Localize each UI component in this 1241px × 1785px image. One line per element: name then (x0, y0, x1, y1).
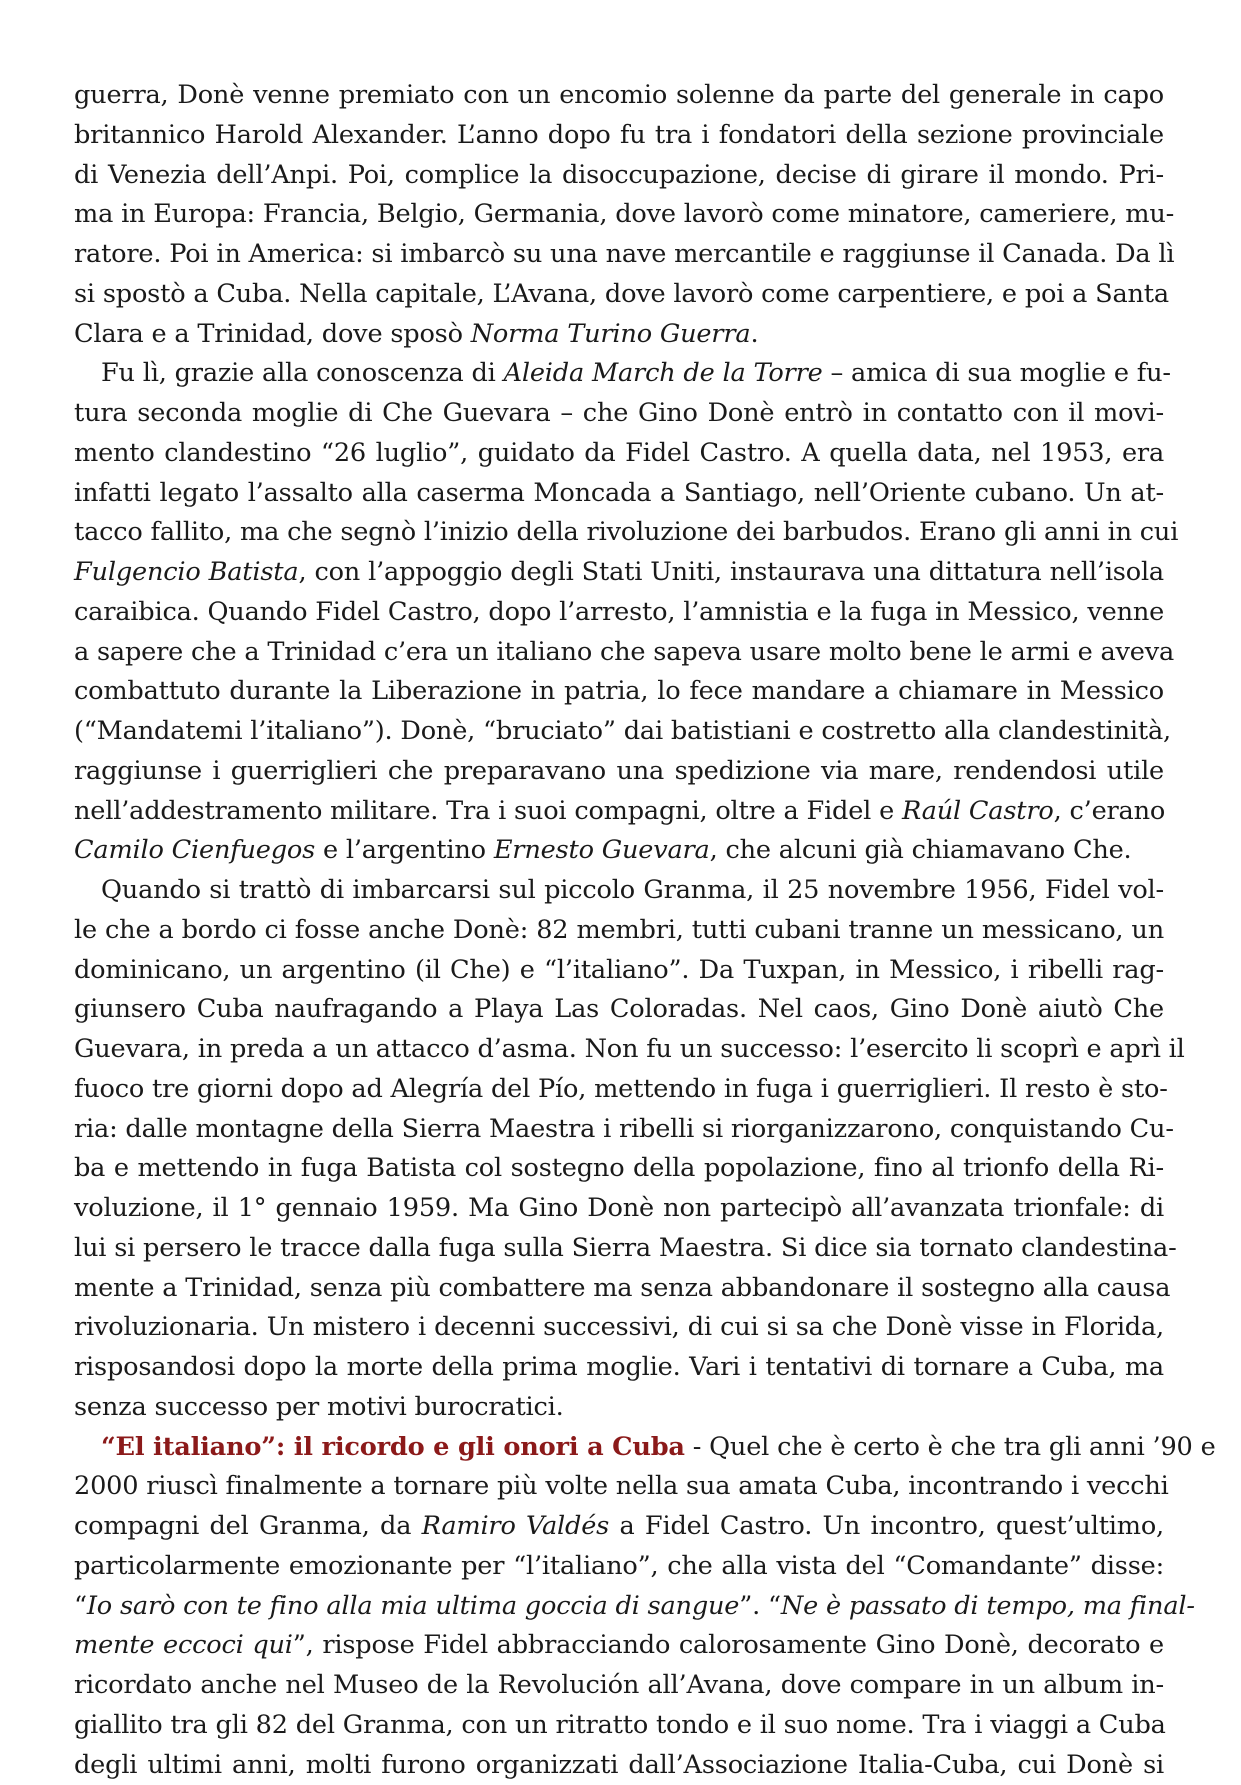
text-line (74, 1229, 1164, 1269)
text-line (74, 1070, 1164, 1110)
text-line (74, 275, 1164, 315)
text-segment: rivoluzionaria. Un mistero i decenni successivi, di cui si sa che Donè visse in Florida, (74, 1312, 1164, 1342)
text-segment: Quando si trattò di imbarcarsi sul piccolo Granma, il 25 novembre 1956, Fidel vol- (101, 875, 1164, 905)
text-segment: senza successo per motivi burocratici. (74, 1392, 564, 1422)
text-line (74, 1269, 1164, 1309)
text-segment: ria: dalle montagne della Sierra Maestra i ribelli si riorganizzarono, conquistando Cu- (74, 1114, 1174, 1144)
text-segment: britannico Harold Alexander. L’anno dopo fu tra i fondatori della sezione provinciale (74, 120, 1164, 150)
text-segment: ”. “ (739, 1591, 781, 1621)
text-line (74, 593, 1164, 633)
text-segment: Guevara, in preda a un attacco d’asma. Non fu un successo: l’esercito li scoprì e aprì il (74, 1034, 1185, 1064)
text-segment: e l’argentino (315, 835, 494, 865)
text-line (74, 911, 1164, 951)
italic-text: Aleida March de la Torre (504, 358, 823, 388)
italic-text: Norma Turino Guerra (471, 319, 751, 349)
text-line (74, 752, 1164, 792)
italic-text: mente eccoci qui (74, 1630, 293, 1660)
text-line (74, 1467, 1164, 1507)
text-segment: a Fidel Castro. Un incontro, quest’ultimo, (609, 1511, 1164, 1541)
text-line (74, 871, 1164, 911)
text-line (74, 672, 1164, 712)
text-line (74, 1189, 1164, 1229)
text-segment: ba e mettendo in fuga Batista col sostegno della popolazione, fino al trionfo della Ri- (74, 1153, 1164, 1183)
text-line (74, 195, 1164, 235)
text-segment: infatti legato l’assalto alla caserma Moncada a Santiago, nell’Oriente cubano. Un at- (74, 478, 1164, 508)
section-heading: “El italiano”: il ricordo e gli onori a Cuba (101, 1432, 685, 1462)
text-segment: Clara e a Trinidad, dove sposò (74, 319, 471, 349)
italic-text: Ernesto Guevara (494, 835, 710, 865)
text-segment: dominicano, un argentino (il Che) e “l’italiano”. Da Tuxpan, in Messico, i ribelli rag- (74, 955, 1164, 985)
text-line (74, 553, 1164, 593)
document-body (74, 76, 1164, 1785)
text-line (74, 1587, 1164, 1627)
text-segment: . (750, 319, 758, 349)
text-line (74, 1348, 1164, 1388)
text-segment: le che a bordo ci fosse anche Donè: 82 membri, tutti cubani tranne un messicano, un (74, 915, 1164, 945)
italic-text: Fulgencio Batista (74, 557, 298, 587)
text-segment: caraibica. Quando Fidel Castro, dopo l’arresto, l’amnistia e la fuga in Messico, venne (74, 597, 1164, 627)
text-line (74, 474, 1164, 514)
text-segment: fuoco tre giorni dopo ad Alegría del Pío, mettendo in fuga i guerriglieri. Il resto è sto- (74, 1074, 1168, 1104)
text-segment: tura seconda moglie di Che Guevara – che Gino Donè entrò in contatto con il movi- (74, 398, 1164, 428)
text-segment: 2000 riuscì finalmente a tornare più volte nella sua amata Cuba, incontrando i vecchi (74, 1471, 1169, 1501)
text-line (74, 156, 1164, 196)
text-segment: - Quel che è certo è che tra gli anni ’90 e (685, 1432, 1216, 1462)
text-line (74, 1388, 1164, 1428)
italic-text: Camilo Cienfuegos (74, 835, 315, 865)
text-line (74, 1746, 1164, 1785)
text-segment: giunsero Cuba naufragando a Playa Las Coloradas. Nel caos, Gino Donè aiutò Che (74, 994, 1164, 1024)
text-segment: lui si persero le tracce dalla fuga sulla Sierra Maestra. Si dice sia tornato clandestina- (74, 1233, 1177, 1263)
text-line (74, 394, 1164, 434)
text-segment: , c’erano (1054, 796, 1165, 826)
text-line (74, 513, 1164, 553)
text-segment: nell’addestramento militare. Tra i suoi compagni, oltre a Fidel e (74, 796, 902, 826)
text-segment: guerra, Donè venne premiato con un encomio solenne da parte del generale in capo (74, 80, 1164, 110)
text-line (74, 1110, 1164, 1150)
text-line (74, 633, 1164, 673)
text-segment: mento clandestino “26 luglio”, guidato da Fidel Castro. A quella data, nel 1953, era (74, 438, 1164, 468)
text-segment: ma in Europa: Francia, Belgio, Germania, dove lavorò come minatore, cameriere, mu- (74, 199, 1174, 229)
text-segment: , che alcuni già chiamavano Che. (710, 835, 1132, 865)
text-line (74, 315, 1164, 355)
text-segment: compagni del Granma, da (74, 1511, 422, 1541)
text-line (74, 76, 1164, 116)
text-line (74, 990, 1164, 1030)
text-segment: voluzione, il 1° gennaio 1959. Ma Gino Donè non partecipò all’avanzata trionfale: di (74, 1193, 1164, 1223)
text-line (74, 1706, 1164, 1746)
text-line (74, 831, 1164, 871)
paragraph (74, 354, 1164, 871)
text-segment: “ (74, 1591, 87, 1621)
text-line (74, 1507, 1164, 1547)
text-line (74, 1626, 1164, 1666)
text-segment: (“Mandatemi l’italiano”). Donè, “bruciato” dai batistiani e costretto alla clandestinità, (74, 716, 1171, 746)
paragraph (74, 1428, 1164, 1785)
text-segment: giallito tra gli 82 del Granma, con un ritratto tondo e il suo nome. Tra i viaggi a Cuba (74, 1710, 1166, 1740)
text-line (74, 1149, 1164, 1189)
italic-text: Raúl Castro (902, 796, 1054, 826)
text-line (74, 1308, 1164, 1348)
text-segment: risposandosi dopo la morte della prima moglie. Vari i tentativi di tornare a Cuba, ma (74, 1352, 1164, 1382)
italic-text: Io sarò con te fino alla mia ultima goccia di sangue (87, 1591, 739, 1621)
text-segment: degli ultimi anni, molti furono organizzati dall’Associazione Italia-Cuba, cui Donè si (74, 1750, 1164, 1780)
text-line (74, 434, 1164, 474)
text-segment: mente a Trinidad, senza più combattere ma senza abbandonare il sostegno alla causa (74, 1273, 1170, 1303)
text-segment: di Venezia dell’Anpi. Poi, complice la disoccupazione, decise di girare il mondo. Pri- (74, 160, 1164, 190)
text-line (74, 116, 1164, 156)
text-line (74, 235, 1164, 275)
text-segment: a sapere che a Trinidad c’era un italiano che sapeva usare molto bene le armi e aveva (74, 637, 1174, 667)
text-segment: – amica di sua moglie e fu- (823, 358, 1171, 388)
paragraph (74, 76, 1164, 354)
text-segment: ratore. Poi in America: si imbarcò su una nave mercantile e raggiunse il Canada. Da lì (74, 239, 1174, 269)
text-segment: combattuto durante la Liberazione in patria, lo fece mandare a chiamare in Messico (74, 676, 1164, 706)
paragraph (74, 871, 1164, 1428)
text-segment: , con l’appoggio degli Stati Uniti, instaurava una dittatura nell’isola (298, 557, 1164, 587)
text-line (74, 951, 1164, 991)
text-segment: ricordato anche nel Museo de la Revolución all’Avana, dove compare in un album in- (74, 1670, 1164, 1700)
text-segment: si spostò a Cuba. Nella capitale, L’Avana, dove lavorò come carpentiere, e poi a Santa (74, 279, 1169, 309)
text-segment: tacco fallito, ma che segnò l’inizio della rivoluzione dei barbudos. Erano gli anni in cui (74, 517, 1178, 547)
text-line (74, 712, 1164, 752)
text-segment: ”, rispose Fidel abbracciando calorosamente Gino Donè, decorato e (293, 1630, 1164, 1660)
text-line (74, 1428, 1164, 1468)
italic-text: Ne è passato di tempo, ma final- (781, 1591, 1195, 1621)
italic-text: Ramiro Valdés (422, 1511, 609, 1541)
text-line (74, 1547, 1164, 1587)
text-line (74, 1666, 1164, 1706)
text-segment: particolarmente emozionante per “l’italiano”, che alla vista del “Comandante” disse: (74, 1551, 1164, 1581)
text-segment: Fu lì, grazie alla conoscenza di (101, 358, 504, 388)
text-segment: raggiunse i guerriglieri che preparavano una spedizione via mare, rendendosi utile (74, 756, 1164, 786)
text-line (74, 1030, 1164, 1070)
text-line (74, 354, 1164, 394)
text-line (74, 792, 1164, 832)
